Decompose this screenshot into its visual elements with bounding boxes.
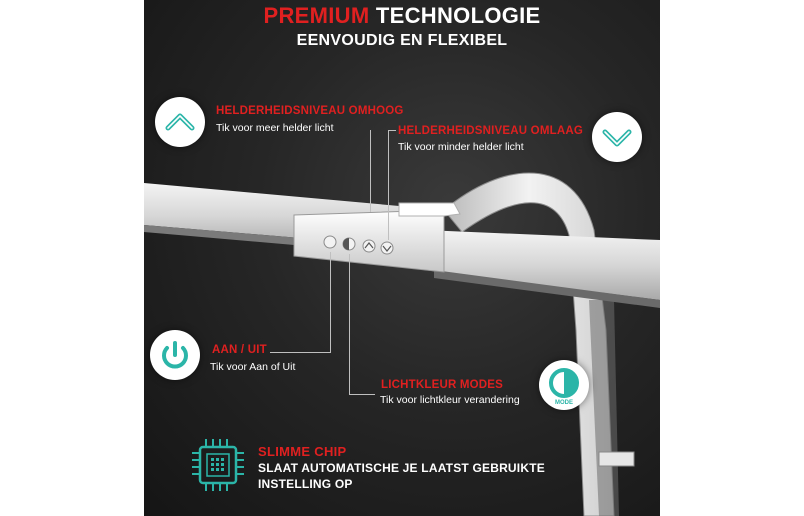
leader-line-up-v [370,130,371,212]
leader-line-power-h [270,352,331,353]
power-badge [150,330,200,380]
chip-title: SLIMME CHIP [258,444,347,459]
power-icon [150,330,200,380]
brightness-up-desc: Tik voor meer helder licht [216,122,334,134]
chip-desc: SLAAT AUTOMATISCHE JE LAATST GEBRUIKTE INSTELLING OP [258,461,545,491]
mode-icon-label: MODE [555,400,573,406]
title-accent: PREMIUM [263,3,370,28]
leader-line-power-v [330,252,331,352]
brightness-up-badge [155,97,205,147]
chip-icon [190,437,246,493]
brightness-down-badge [592,112,642,162]
color-mode-desc: Tik voor lichtkleur verandering [380,394,520,406]
chevron-down-icon [592,112,642,162]
leader-line-mode-h [349,394,375,395]
title-rest: TECHNOLOGIE [375,3,541,28]
product-panel [144,0,660,516]
leader-line-mode-v [349,254,350,394]
leader-line-down-v [388,130,389,240]
chevron-up-icon [155,97,205,147]
color-mode-title: LICHTKLEUR MODES [381,379,504,391]
power-desc: Tik voor Aan of Uit [210,361,296,373]
page-subtitle: EENVOUDIG EN FLEXIBEL [296,32,508,49]
brightness-up-title: HELDERHEIDSNIVEAU OMHOOG [216,105,404,117]
leader-line-down-h [388,130,396,131]
brightness-down-desc: Tik voor minder helder licht [398,141,524,153]
color-mode-badge [539,360,589,410]
power-title: AAN / UIT [212,344,267,356]
brightness-down-title: HELDERHEIDSNIVEAU OMLAAG [398,125,583,137]
